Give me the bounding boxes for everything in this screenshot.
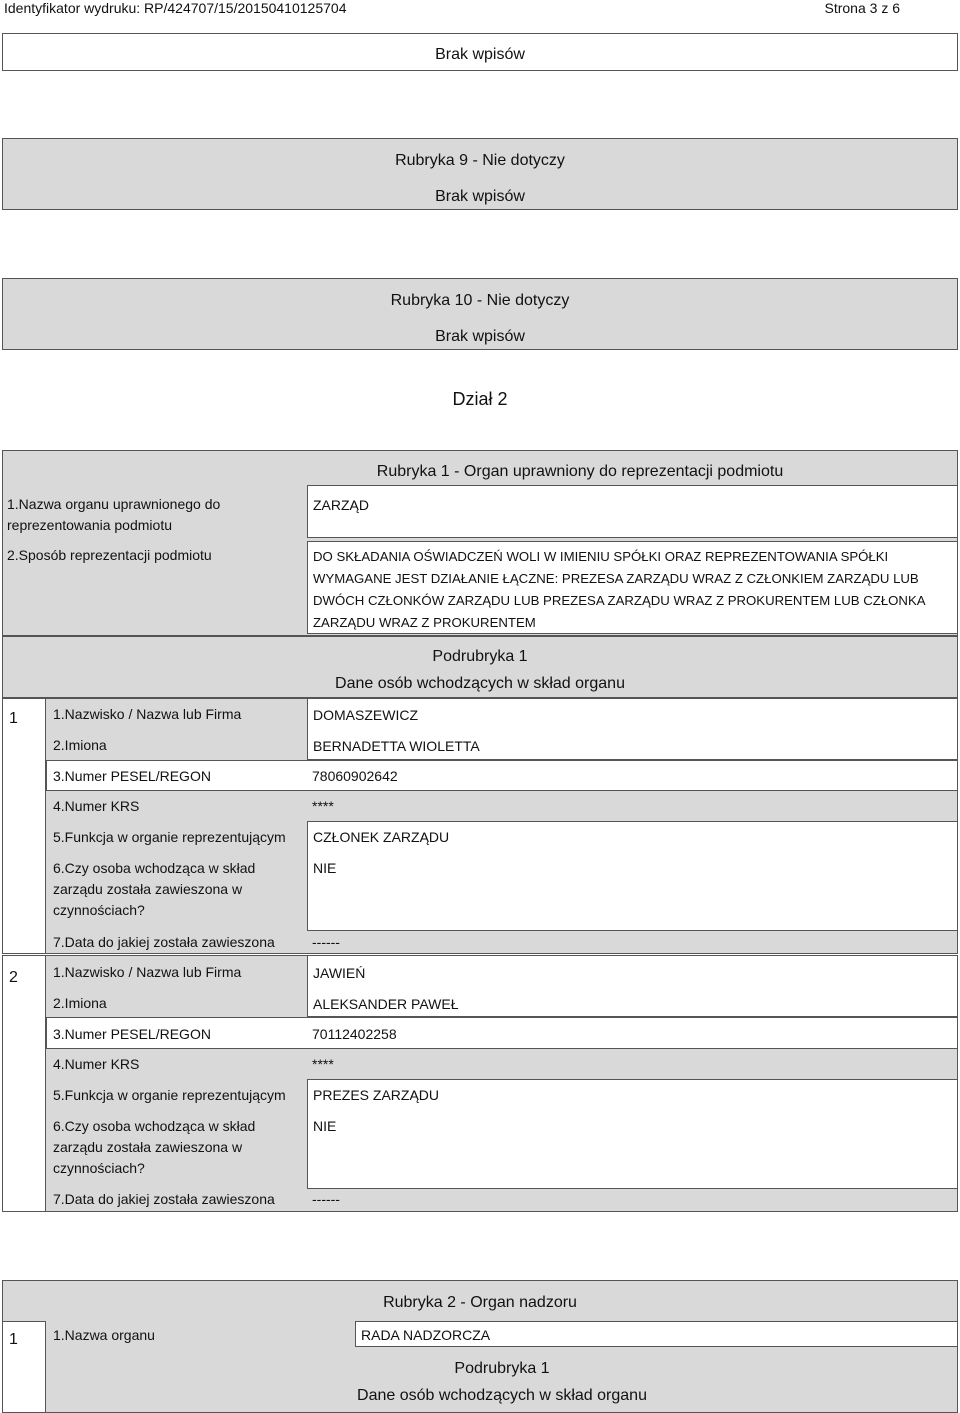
suspended-date-value: ------: [312, 1191, 340, 1207]
rubryka-1-title: Rubryka 1 - Organ uprawniony do reprezentacji podmiotu: [376, 463, 784, 480]
suspended-date-label: 7.Data do jakiej została zawieszona: [53, 1191, 275, 1207]
suspended-date-value: ------: [312, 934, 340, 950]
supervisory-organ-label: 1.Nazwa organu: [53, 1327, 155, 1343]
names-label: 2.Imiona: [53, 995, 107, 1011]
pesel-row: [46, 1017, 958, 1049]
page-number: Strona 3 z 6: [824, 0, 900, 16]
rubryka-10-title: Rubryka 10 - Nie dotyczy: [390, 292, 570, 309]
function-label: 5.Funkcja w organie reprezentującym: [53, 829, 286, 845]
supervisory-organ-cell: [355, 1321, 958, 1347]
surname-label: 1.Nazwisko / Nazwa lub Firma: [53, 964, 242, 980]
supervisory-organ-value: RADA NADZORCZA: [361, 1327, 491, 1343]
rubryka-10-no-entries: Brak wpisów: [435, 328, 525, 345]
pesel-value: 78060902642: [312, 768, 398, 784]
subsection-subtitle: Dane osób wchodzących w skład organu: [357, 1387, 647, 1404]
suspended-label: 6.Czy osoba wchodząca w skład zarządu została zawieszona w czynnościach?: [53, 1118, 256, 1176]
no-entries-text: Brak wpisów: [435, 46, 525, 63]
function-label: 5.Funkcja w organie reprezentującym: [53, 1087, 286, 1103]
names-label: 2.Imiona: [53, 737, 107, 753]
representation-cell: [307, 541, 958, 634]
subsection-header: [2, 636, 958, 698]
names-value: BERNADETTA WIOLETTA: [313, 738, 480, 754]
rubryka-9-no-entries: Brak wpisów: [435, 188, 525, 205]
representation-value: DO SKŁADANIA OŚWIADCZEŃ WOLI W IMIENIU SPÓŁKI ORAZ REPREZENTOWANIA SPÓŁKI WYMAGANE JEST DZIAŁANIE ŁĄCZNE: PREZESA ZARZĄDU WRAZ Z CZŁONKIEM ZARZĄDU LUB DWÓCH CZŁONKÓW ZARZĄDU LUB PREZESA ZARZĄDU WRAZ Z PROKURENTEM LUB CZŁONKA ZARZĄDU WRAZ Z PROKURENTEM: [313, 549, 925, 630]
krs-value: ****: [312, 1056, 334, 1072]
no-entries-box: [2, 33, 958, 71]
surname-cell: [307, 955, 958, 1017]
krs-value: ****: [312, 798, 334, 814]
surname-label: 1.Nazwisko / Nazwa lub Firma: [53, 706, 242, 722]
subsection-title: Podrubryka 1: [432, 648, 528, 665]
section-title: Dział 2: [452, 389, 508, 409]
rubryka-10-box: [2, 278, 958, 350]
person-number-cell: [2, 698, 46, 954]
suspended-date-label: 7.Data do jakiej została zawieszona: [53, 934, 275, 950]
pesel-label: 3.Numer PESEL/REGON: [53, 768, 211, 784]
function-cell: [307, 821, 958, 931]
representation-label: 2.Sposób reprezentacji podmiotu: [7, 547, 212, 563]
organ-number-cell: [2, 1321, 46, 1413]
rubryka-9-title: Rubryka 9 - Nie dotyczy: [395, 152, 565, 169]
person-number: 2: [9, 969, 18, 986]
names-value: ALEKSANDER PAWEŁ: [313, 996, 459, 1012]
organ-name-label: 1.Nazwa organu uprawnionego do reprezentowania podmiotu: [7, 496, 221, 533]
function-value: PREZES ZARZĄDU: [313, 1087, 440, 1103]
krs-label: 4.Numer KRS: [53, 798, 140, 814]
function-cell: [307, 1079, 958, 1189]
person-number-cell: [2, 955, 46, 1212]
suspended-label: 6.Czy osoba wchodząca w skład zarządu została zawieszona w czynnościach?: [53, 860, 256, 918]
surname-value: JAWIEŃ: [313, 965, 366, 981]
rubryka-9-box: [2, 138, 958, 210]
rubryka-2-title: Rubryka 2 - Organ nadzoru: [383, 1294, 577, 1311]
organ-name-value: ZARZĄD: [313, 497, 369, 513]
organ-number: 1: [9, 1331, 18, 1348]
pesel-value: 70112402258: [312, 1026, 397, 1042]
pesel-row: [46, 760, 958, 791]
surname-cell: [307, 698, 958, 760]
function-value: CZŁONEK ZARZĄDU: [313, 829, 450, 845]
krs-label: 4.Numer KRS: [53, 1056, 140, 1072]
subsection-subtitle: Dane osób wchodzących w skład organu: [335, 675, 625, 692]
suspended-value: NIE: [313, 860, 337, 876]
subsection-title: Podrubryka 1: [454, 1360, 550, 1377]
pesel-label: 3.Numer PESEL/REGON: [53, 1026, 211, 1042]
person-number: 1: [9, 710, 18, 727]
suspended-value: NIE: [313, 1118, 337, 1134]
print-identifier: Identyfikator wydruku: RP/424707/15/20150410125704: [4, 0, 347, 16]
organ-name-cell: [307, 485, 958, 538]
surname-value: DOMASZEWICZ: [313, 707, 418, 723]
